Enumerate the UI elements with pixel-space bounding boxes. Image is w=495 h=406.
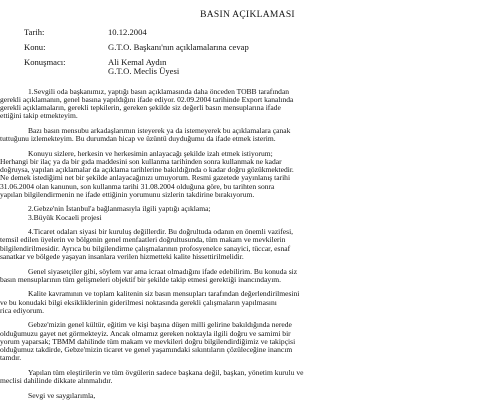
document-body — [0, 88, 495, 406]
paragraph — [0, 228, 495, 261]
paragraph — [0, 88, 495, 121]
paragraph-line: ve bu konudaki bilgi eksikliklerinin giderilmesi noktasında gerekli çalışmaların yapılmasını — [0, 298, 277, 307]
paragraph-line: bilgilendirilmesidir. Ayrıca bu bilgilendirme çalışmalarının profosyenelce sanayici, tüccar, esnaf — [0, 244, 291, 253]
paragraph — [0, 321, 495, 362]
meta-subject-value: G.T.O. Başkanı'nın açıklamalarına cevap — [108, 42, 249, 52]
meta-speaker-title-value: G.T.O. Meclis Üyesi — [108, 66, 180, 76]
paragraph-line: doğruysa, yapılan açıklamalar da açıklama tarihlerine bakıldığında o kadar doğru gözükmektedir. — [0, 166, 294, 175]
paragraph — [0, 369, 495, 385]
meta-speaker-value: Ali Kemal Aydın — [108, 57, 167, 67]
paragraph-line: Genel siyasetçiler gibi, söylem var ama icraat olmadığını ifade edebilirim. Bu konuda siz — [28, 267, 298, 276]
paragraph — [0, 392, 495, 400]
paragraph-line: 3.Büyük Kocaeli projesi — [28, 213, 102, 222]
meta-date-value: 10.12.2004 — [108, 27, 147, 37]
meta-subject-label: Konu: — [24, 42, 46, 52]
paragraph-line: gerekli açıklamaların, gerekli tepkilerin, gereken şekilde siz değerli basın mensuplarına ifade — [0, 104, 281, 113]
paragraph-line: 1.Sevgili oda başkanımız, yaptığı basın açıklamasında daha önceden TOBB tarafından — [28, 88, 290, 96]
paragraph-line: Bazı basın mensubu arkadaşlarımın isteyerek ya da istemeyerek bu açıklamalara çanak — [28, 127, 291, 136]
paragraph-line: meclisi dahilinde dikkate alınmalıdır. — [0, 376, 113, 385]
paragraph-line: yapılan bilgilendirmenin ne ifade ettiğinin yorumunu sizlerin takdirine bırakıyorum. — [0, 190, 255, 199]
paragraph-line: olduğumuz takdirde, Gebze'mizin ticaret ve genel yaşamındaki sıkıntıların çözüleceğine inancım — [0, 345, 293, 354]
paragraph-line: tamdır. — [0, 353, 22, 362]
paragraph-line: 4.Ticaret odaları siyasi bir kuruluş değillerdir. Bu doğrultuda odanın en önemli vazifesi, — [28, 228, 294, 237]
paragraph — [0, 127, 495, 143]
paragraph — [0, 205, 495, 221]
paragraph-line: ettiğini takip etmekteyim. — [0, 112, 78, 121]
paragraph-line: Sevgi ve saygılarımla, — [28, 391, 96, 400]
paragraph-line: Yapılan tüm eleştirilerin ve tüm övgülerin sadece başkana değil, başkan, yönetim kurulu ve — [28, 368, 304, 377]
paragraph — [0, 290, 495, 314]
paragraph-line: basın mensuplarının tüm gelişmeleri objektif bir şekilde takip etmesi gerektiği inancındayım. — [0, 275, 282, 284]
paragraph — [0, 150, 495, 199]
paragraph-line: rica ediyorum. — [0, 306, 45, 315]
paragraph-line: Herhangi bir ilaç ya da bir gıda maddesini son kullanma tarihinden sonra kullanmak ne kadar — [0, 158, 282, 167]
paragraph-line: Gebze'mizin genel kültür, eğitim ve kişi başına düşen milli gelirine bakıldığında nerede — [28, 321, 292, 330]
paragraph-line: Ne demek istediğimi net bir şekilde anlayacağınızı umuyorum. Resmi gazetede yayınlanış tarihi — [0, 174, 291, 183]
paragraph-line: Konuyu sizlere, herkesin ve herkesimin anlayacağı şekilde izah etmek istiyorum; — [28, 150, 273, 159]
paragraph-line: yorum yaparsak; TBMM dahilinde tüm makam ve mevkileri doğru bilgilendirdiğimiz ve takipçisi — [0, 337, 296, 346]
paragraph-line: sanatkar ve bölgede yaşayan insanlara verilen hizmetteki kalite hissettirilmelidir. — [0, 252, 244, 261]
paragraph-line: temsil edilen üyelerin ve bölgenin genel menfaatleri doğrultusunda, tüm makam ve mevkilerin — [0, 236, 286, 245]
meta-date-label: Tarih: — [24, 27, 45, 37]
paragraph-line: tuttuğunu izlemekteyim. Bu durumdan hicap ve üzüntü duyduğumu da ifade etmek isterim. — [0, 135, 276, 144]
paragraph-line: 31.06.2004 olan kanunun, son kullanma tarihi 31.08.2004 olduğuna göre, bu tarihten sonra — [0, 182, 275, 191]
paragraph-line: 2.Gebze'nin İstanbul'a bağlanmasıyla ilgili yaptığı açıklama; — [28, 205, 211, 214]
paragraph — [0, 268, 495, 284]
paragraph-line: olduğumuzu gayet net görmekteyiz. Ancak olmamız gereken noktayla ilgili doğru ve samimi bir — [0, 329, 291, 338]
paragraph-line: Kalite kavramının ve toplam kalitenin siz basın mensupları tarafından değerlendirilmesini — [28, 290, 300, 299]
meta-speaker-label: Konuşmacı: — [24, 57, 66, 67]
document-title: BASIN AÇIKLAMASI — [200, 10, 295, 20]
paragraph-line: gerekli açıklamanın, genel basına yapıldığını ifade ediyor. 02.09.2004 tarihinde Export kanalında — [0, 96, 294, 105]
